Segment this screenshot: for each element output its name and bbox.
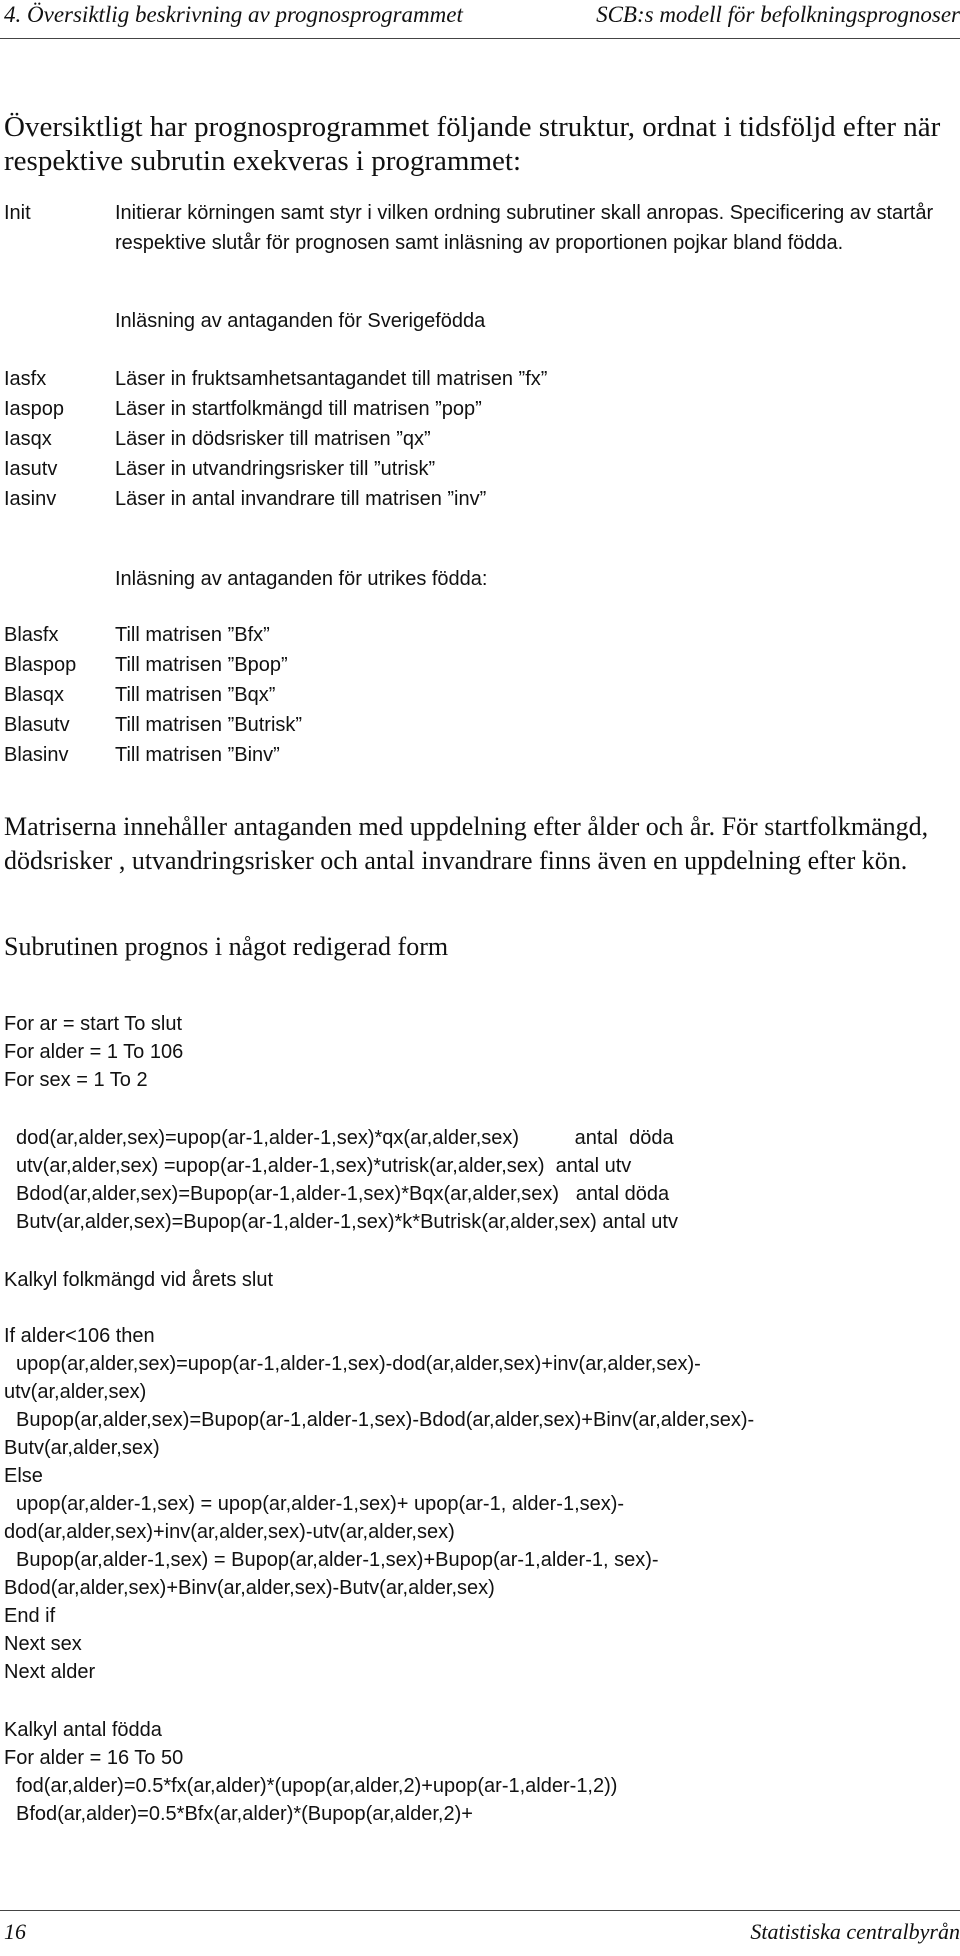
sverige-definitions [4, 364, 934, 514]
code-line: Bupop(ar,alder,sex)=Bupop(ar-1,alder-1,sex)-Bdod(ar,alder,sex)+Binv(ar,alder,sex)- [16, 1409, 755, 1431]
utrikes-definitions [4, 620, 934, 770]
code-line: Bdod(ar,alder,sex)=Bupop(ar-1,alder-1,sex)*Bqx(ar,alder,sex) antal döda [16, 1183, 670, 1205]
code-line: utv(ar,alder,sex) [4, 1381, 147, 1403]
subroutine-name: Iasqx [4, 428, 52, 450]
subroutine-description: Initierar körningen samt styr i vilken ordning subrutiner skall anropas. Specificering av startår respektive slutår för prognosen samt inläsning av proportionen pojkar bland födda. [115, 202, 934, 254]
subroutine-description: Läser in fruktsamhetsantagandet till matrisen ”fx” [115, 368, 548, 390]
subroutine-heading: Subrutinen prognos i något redigerad form [4, 932, 449, 961]
matrix-paragraph: Matriserna innehåller antaganden med uppdelning efter ålder och år. För startfolkmängd, dödsrisker , utvandringsrisker och antal invandrare finns även en uppdelning efter kön. [4, 812, 929, 875]
subroutine-name: Blasqx [4, 684, 65, 706]
code-line: Bupop(ar,alder-1,sex) = Bupop(ar,alder-1,sex)+Bupop(ar-1,alder-1, sex)- [16, 1549, 659, 1571]
code-line: Bfod(ar,alder)=0.5*Bfx(ar,alder)*(Bupop(ar,alder,2)+ [16, 1803, 473, 1825]
subroutine-description: Till matrisen ”Bpop” [115, 654, 288, 676]
code-line: For alder = 16 To 50 [4, 1747, 184, 1769]
organization-name: Statistiska centralbyrån [750, 1919, 960, 1944]
code-line: Next alder [4, 1661, 96, 1683]
subroutine-name: Iaspop [4, 398, 65, 420]
definition-row [4, 364, 934, 394]
chapter-title: 4. Översiktlig beskrivning av prognosprogrammet [4, 2, 463, 27]
subroutine-name: Blaspop [4, 654, 77, 676]
code-line: Bdod(ar,alder,sex)+Binv(ar,alder,sex)-Butv(ar,alder,sex) [4, 1577, 495, 1599]
definition-row [4, 650, 934, 680]
code-line: dod(ar,alder,sex)+inv(ar,alder,sex)-utv(ar,alder,sex) [4, 1521, 455, 1543]
init-definition [4, 198, 934, 258]
subroutine-name: Iasinv [4, 488, 57, 510]
subroutine-description: Till matrisen ”Bqx” [115, 684, 276, 706]
subroutine-description: Till matrisen ”Butrisk” [115, 714, 303, 736]
code-line: dod(ar,alder,sex)=upop(ar-1,alder-1,sex)*qx(ar,alder,sex) antal döda [16, 1127, 674, 1149]
subroutine-name: Blasfx [4, 624, 59, 646]
definition-row [4, 198, 934, 258]
code-line: For alder = 1 To 106 [4, 1041, 184, 1063]
definition-row [4, 484, 934, 514]
definition-row [4, 740, 934, 770]
subroutine-description: Till matrisen ”Binv” [115, 744, 280, 766]
report-title: SCB:s modell för befolkningsprognoser [596, 2, 960, 27]
definition-row [4, 710, 934, 740]
subroutine-description: Läser in utvandringsrisker till ”utrisk” [115, 458, 436, 480]
page-number: 16 [4, 1919, 26, 1944]
definition-row [4, 394, 934, 424]
code-line: Kalkyl folkmängd vid årets slut [4, 1269, 274, 1291]
code-line: upop(ar,alder,sex)=upop(ar-1,alder-1,sex)-dod(ar,alder,sex)+inv(ar,alder,sex)- [16, 1353, 701, 1375]
subroutine-description: Till matrisen ”Bfx” [115, 624, 270, 646]
subroutine-description: Läser in antal invandrare till matrisen ”inv” [115, 488, 487, 510]
section-heading-sverigefodda: Inläsning av antaganden för Sverigefödda [115, 310, 486, 332]
code-line: fod(ar,alder)=0.5*fx(ar,alder)*(upop(ar,alder,2)+upop(ar-1,alder-1,2)) [16, 1775, 618, 1797]
code-line: Next sex [4, 1633, 82, 1655]
subroutine-name: Init [4, 202, 31, 224]
code-line: For sex = 1 To 2 [4, 1069, 148, 1091]
subroutine-name: Iasutv [4, 458, 58, 480]
code-line: Kalkyl antal födda [4, 1719, 162, 1741]
running-footer [0, 1910, 960, 1956]
code-line: If alder<106 then [4, 1325, 155, 1347]
code-line: Else [4, 1465, 43, 1487]
code-line: utv(ar,alder,sex) =upop(ar-1,alder-1,sex)*utrisk(ar,alder,sex) antal utv [16, 1155, 632, 1177]
subroutine-name: Blasinv [4, 744, 69, 766]
code-line: End if [4, 1605, 56, 1627]
subroutine-name: Iasfx [4, 368, 47, 390]
definition-row [4, 620, 934, 650]
subroutine-description: Läser in startfolkmängd till matrisen ”pop” [115, 398, 482, 420]
definition-row [4, 424, 934, 454]
code-line: Butv(ar,alder,sex) [4, 1437, 160, 1459]
running-header [0, 0, 960, 39]
section-heading-utrikes-fodda: Inläsning av antaganden för utrikes födda: [115, 568, 488, 590]
code-line: For ar = start To slut [4, 1013, 183, 1035]
intro-paragraph: Översiktligt har prognosprogrammet följande struktur, ordnat i tidsföljd efter när respektive subrutin exekveras i programmet: [4, 111, 941, 177]
definition-row [4, 454, 934, 484]
code-line: upop(ar,alder-1,sex) = upop(ar,alder-1,sex)+ upop(ar-1, alder-1,sex)- [16, 1493, 625, 1515]
definition-row [4, 680, 934, 710]
subroutine-description: Läser in dödsrisker till matrisen ”qx” [115, 428, 431, 450]
subroutine-name: Blasutv [4, 714, 70, 736]
code-line: Butv(ar,alder,sex)=Bupop(ar-1,alder-1,sex)*k*Butrisk(ar,alder,sex) antal utv [16, 1211, 678, 1233]
